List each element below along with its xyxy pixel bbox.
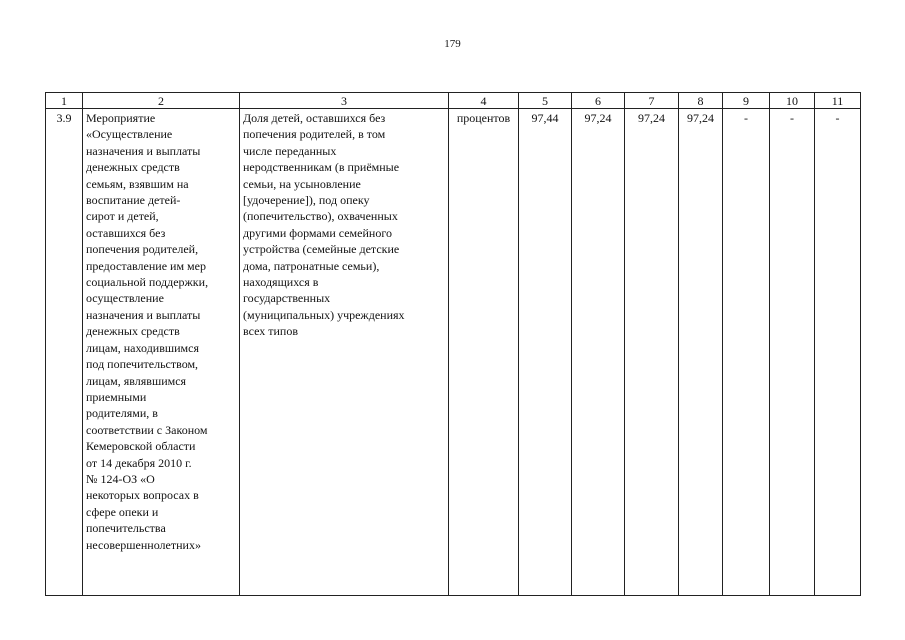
column-header: 5 bbox=[519, 93, 572, 109]
row-number: 3.9 bbox=[46, 109, 83, 596]
column-header: 7 bbox=[625, 93, 679, 109]
indicator-table bbox=[45, 92, 861, 596]
table-row bbox=[46, 109, 861, 596]
value-cell: 97,24 bbox=[625, 109, 679, 596]
column-header: 4 bbox=[449, 93, 519, 109]
activity-description: Мероприятие «Осуществление назначения и выплаты денежных средств семьям, взявшим на воспитание детей- сирот и детей, оставшихся без попечения родителей, предоставление им мер социальной поддержки, осуществление назначения и выплаты денежных средств лицам, находившимся под попечительством, лицам, являвшимся приемными родителями, в соответствии с Законом Кемеровской области от 14 декабря 2010 г. № 124-ОЗ «О некоторых вопросах в сфере опеки и попечительства несовершеннолетних» bbox=[83, 109, 240, 596]
unit-cell: процентов bbox=[449, 109, 519, 596]
header-row bbox=[46, 93, 861, 109]
column-header: 9 bbox=[723, 93, 770, 109]
column-header: 10 bbox=[770, 93, 815, 109]
value-cell: - bbox=[815, 109, 861, 596]
value-cell: 97,24 bbox=[572, 109, 625, 596]
column-header: 2 bbox=[83, 93, 240, 109]
value-cell: 97,24 bbox=[679, 109, 723, 596]
value-cell: - bbox=[770, 109, 815, 596]
value-cell: 97,44 bbox=[519, 109, 572, 596]
column-header: 3 bbox=[240, 93, 449, 109]
column-header: 11 bbox=[815, 93, 861, 109]
page-number: 179 bbox=[444, 38, 461, 50]
column-header: 1 bbox=[46, 93, 83, 109]
indicator-description: Доля детей, оставшихся без попечения родителей, в том числе переданных неродственникам (в приёмные семьи, на усыновление [удочерение]), под опеку (попечительство), охваченных другими формами семейного устройства (семейные детские дома, патронатные семьи), находящихся в государственных (муниципальных) учреждениях всех типов bbox=[240, 109, 449, 596]
value-cell: - bbox=[723, 109, 770, 596]
column-header: 8 bbox=[679, 93, 723, 109]
column-header: 6 bbox=[572, 93, 625, 109]
